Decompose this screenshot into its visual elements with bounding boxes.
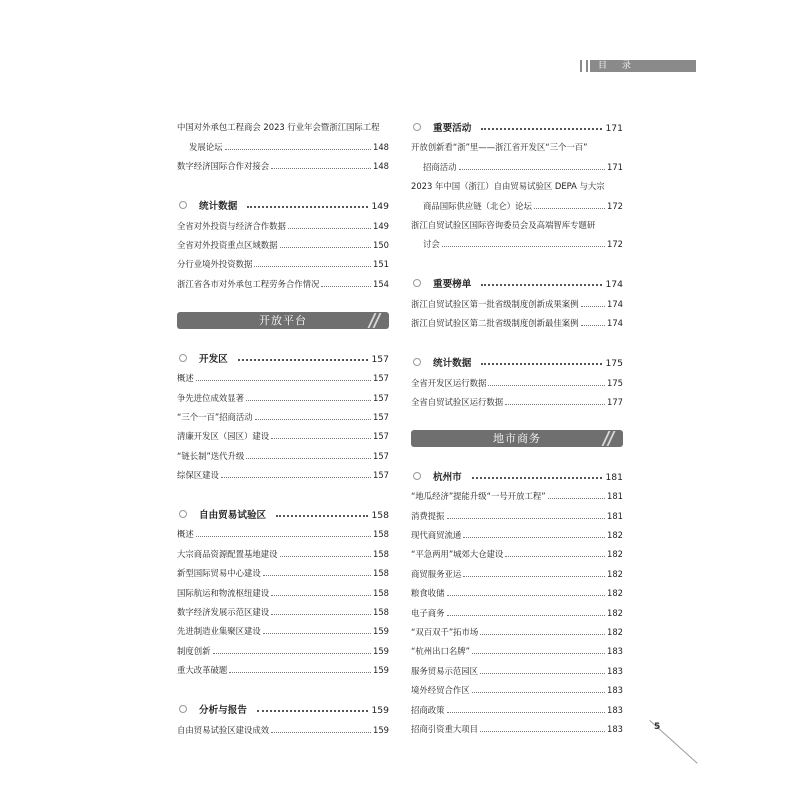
toc-entry[interactable] [411, 619, 623, 638]
dot-leader [213, 653, 372, 654]
entry-title: 数字经济发展示范区建设 [177, 607, 270, 618]
toc-entry[interactable] [411, 560, 623, 579]
entry-title: 先进制造业集聚区建设 [177, 626, 261, 637]
dot-leader [581, 325, 606, 326]
dot-leader [257, 710, 368, 712]
toc-entry[interactable] [177, 114, 389, 133]
entry-title: 全省自贸试验区运行数据 [411, 396, 504, 407]
toc-entry[interactable] [411, 541, 623, 560]
section-page: 171 [605, 123, 623, 134]
entry-page: 158 [373, 529, 389, 540]
toc-right-column [411, 114, 623, 735]
entry-page: 182 [607, 588, 623, 599]
dot-leader [225, 149, 372, 150]
section-heading-events[interactable] [411, 114, 623, 134]
dot-leader [254, 266, 371, 267]
entry-page: 172 [607, 200, 623, 211]
entry-page: 174 [607, 318, 623, 329]
entry-page: 181 [607, 510, 623, 521]
section-heading-devzone[interactable] [177, 339, 389, 365]
double-slash-icon [603, 430, 615, 447]
part-banner-city-commerce[interactable] [411, 430, 623, 447]
section-title: 分析与报告 [199, 705, 247, 717]
dot-leader [271, 438, 371, 439]
page-number: 5 [654, 722, 661, 732]
dot-leader [480, 731, 605, 732]
entry-title: 全省开发区运行数据 [411, 377, 487, 388]
entry-title: 发展论坛 [189, 141, 223, 152]
entry-page: 157 [373, 373, 389, 384]
toc-entry[interactable] [411, 716, 623, 735]
toc-entry[interactable] [411, 580, 623, 599]
dot-leader [271, 614, 371, 615]
toc-entry[interactable] [411, 310, 623, 329]
entry-title: 招商政策 [411, 704, 445, 715]
dot-leader [263, 633, 371, 634]
section-title: 统计数据 [433, 358, 472, 370]
entry-page: 158 [373, 587, 389, 598]
entry-title: 清廉开发区（园区）建设 [177, 431, 270, 442]
dot-leader [271, 168, 371, 169]
entry-title: 消费提振 [411, 510, 445, 521]
toc-entry[interactable] [411, 389, 623, 408]
toc-entry[interactable] [177, 404, 389, 423]
dot-leader [481, 128, 602, 130]
entry-page: 183 [607, 685, 623, 696]
toc-header-title: 目 录 [598, 61, 637, 71]
dot-leader [246, 458, 371, 459]
section-page: 159 [371, 705, 389, 717]
entry-page: 182 [607, 627, 623, 638]
dot-leader [447, 615, 606, 616]
section-page: 181 [605, 471, 623, 483]
entry-page: 171 [607, 161, 623, 172]
entry-title: 自由贸易试验区建设成效 [177, 724, 270, 735]
banner-title: 地市商务 [493, 431, 541, 445]
entry-title: “杭州出口名牌” [411, 646, 470, 657]
toc-entry[interactable] [177, 153, 389, 172]
dot-leader [463, 537, 605, 538]
toc-entry[interactable] [411, 192, 623, 211]
dot-leader [288, 228, 371, 229]
dot-leader [247, 206, 368, 208]
dot-leader [280, 247, 372, 248]
dot-leader [481, 284, 602, 286]
toc-entry[interactable] [411, 502, 623, 521]
section-page: 174 [605, 279, 623, 291]
entry-title: 商贸服务亚运 [411, 568, 462, 579]
section-title: 重要活动 [433, 123, 472, 134]
toc-entry[interactable] [177, 442, 389, 461]
entry-page: 159 [373, 626, 389, 637]
toc-entry[interactable] [177, 657, 389, 676]
section-heading-stats[interactable] [177, 186, 389, 212]
toc-entry[interactable] [411, 231, 623, 250]
section-title: 重要榜单 [433, 279, 472, 291]
dot-leader [488, 385, 605, 386]
dot-leader [534, 208, 605, 209]
entry-title: “链长制”迭代升级 [177, 450, 245, 461]
toc-entry[interactable] [177, 521, 389, 540]
dot-leader [505, 556, 605, 557]
toc-entry[interactable] [177, 232, 389, 251]
dot-leader [271, 595, 371, 596]
entry-page: 183 [607, 723, 623, 734]
dot-leader [481, 363, 602, 365]
toc-entry[interactable] [177, 270, 389, 289]
section-heading-lists[interactable] [411, 264, 623, 290]
entry-title: 大宗商品资源配置基地建设 [177, 548, 278, 559]
entry-page: 174 [607, 298, 623, 309]
entry-title: 制度创新 [177, 645, 211, 656]
section-page: 157 [371, 353, 389, 365]
dot-leader [442, 246, 605, 247]
dot-leader [255, 419, 371, 420]
entry-title: 中国对外承包工程商会 2023 行业年会暨浙江国际工程 [177, 122, 380, 133]
circle-bullet-icon [179, 705, 187, 713]
section-heading-stats2[interactable] [411, 343, 623, 369]
entry-title: “双百双千”拓市场 [411, 627, 479, 638]
toc-left-column [177, 114, 389, 736]
entry-title: 争先进位成效显著 [177, 392, 244, 403]
entry-page: 182 [607, 568, 623, 579]
section-title: 统计数据 [199, 201, 238, 213]
entry-page: 159 [373, 665, 389, 676]
circle-bullet-icon [179, 354, 187, 362]
dot-leader [238, 359, 369, 361]
toc-entry[interactable] [177, 637, 389, 656]
toc-entry[interactable] [177, 599, 389, 618]
toc-entry[interactable] [411, 599, 623, 618]
dot-leader [463, 576, 605, 577]
section-page: 158 [371, 510, 389, 522]
toc-header-bar [590, 60, 696, 72]
entry-title: 浙江自贸试验区第一批省级制度创新成果案例 [411, 298, 579, 309]
dot-leader [459, 169, 606, 170]
dot-leader [229, 672, 371, 673]
toc-entry[interactable] [411, 173, 623, 192]
circle-bullet-icon [179, 510, 187, 518]
entry-title: 概述 [177, 373, 194, 384]
entry-page: 177 [607, 396, 623, 407]
section-heading-ftz[interactable] [177, 495, 389, 521]
toc-entry[interactable] [177, 251, 389, 270]
entry-title: 商品国际供应链（北仑）论坛 [423, 200, 532, 211]
toc-entry[interactable] [411, 369, 623, 388]
toc-entry[interactable] [411, 522, 623, 541]
toc-entry[interactable] [177, 560, 389, 579]
entry-page: 158 [373, 548, 389, 559]
entry-title: 粮食收储 [411, 588, 445, 599]
entry-page: 183 [607, 704, 623, 715]
toc-entry[interactable] [411, 696, 623, 715]
toc-entry[interactable] [177, 618, 389, 637]
entry-title: “平急两用”城郊大仓建设 [411, 549, 504, 560]
entry-title: 服务贸易示范园区 [411, 665, 478, 676]
banner-title: 开放平台 [259, 313, 307, 327]
entry-title: 国际航运和物流枢纽建设 [177, 587, 270, 598]
toc-entry[interactable] [411, 153, 623, 172]
entry-title: 概述 [177, 529, 194, 540]
toc-entry[interactable] [411, 657, 623, 676]
toc-entry[interactable] [177, 462, 389, 481]
entry-page: 157 [373, 470, 389, 481]
toc-entry[interactable] [177, 716, 389, 735]
entry-page: 172 [607, 239, 623, 250]
section-heading-hangzhou[interactable] [411, 457, 623, 483]
dot-leader [280, 556, 372, 557]
entry-title: 综保区建设 [177, 470, 219, 481]
entry-page: 158 [373, 568, 389, 579]
intro-entries [177, 114, 389, 172]
entry-title: 浙江省各市对外承包工程劳务合作情况 [177, 278, 320, 289]
dot-leader [581, 306, 606, 307]
entry-title: 电子商务 [411, 607, 445, 618]
double-slash-icon [369, 312, 381, 329]
section-title: 开发区 [199, 353, 228, 365]
dot-leader [480, 634, 605, 635]
toc-entry[interactable] [177, 365, 389, 384]
toc-entry[interactable] [177, 384, 389, 403]
entry-page: 149 [373, 220, 389, 231]
circle-bullet-icon [179, 201, 187, 209]
entry-page: 159 [373, 645, 389, 656]
entry-title: 招商引资重大项目 [411, 723, 478, 734]
dot-leader [505, 404, 605, 405]
entry-page: 150 [373, 239, 389, 250]
entry-page: 182 [607, 549, 623, 560]
toc-entry[interactable] [177, 423, 389, 442]
dot-leader [548, 498, 605, 499]
dot-leader [472, 653, 605, 654]
section-page: 149 [371, 201, 389, 213]
dot-leader [480, 673, 605, 674]
entry-page: 175 [607, 377, 623, 388]
entry-title: 开放创新看“浙”里——浙江省开发区“三个一百” [411, 142, 588, 153]
toc-entry[interactable] [411, 290, 623, 309]
entry-page: 181 [607, 491, 623, 502]
dot-leader [196, 536, 371, 537]
entry-page: 154 [373, 278, 389, 289]
entry-page: 159 [373, 724, 389, 735]
circle-bullet-icon [413, 358, 421, 366]
entry-title: 2023 年中国（浙江）自由贸易试验区 DEPA 与大宗 [411, 181, 605, 192]
part-banner-open-platform[interactable] [177, 312, 389, 329]
entry-page: 183 [607, 646, 623, 657]
entry-title: 浙江自贸试验区国际咨询委员会及高端智库专题研 [411, 219, 596, 230]
dot-leader [221, 477, 371, 478]
toc-entry[interactable] [411, 134, 623, 153]
entry-title: 重大改革破题 [177, 665, 228, 676]
entry-title: “三个一百”招商活动 [177, 411, 253, 422]
toc-entry[interactable] [411, 638, 623, 657]
entry-page: 182 [607, 607, 623, 618]
entry-title: 境外经贸合作区 [411, 685, 470, 696]
section-page: 175 [605, 358, 623, 370]
toc-entry[interactable] [177, 540, 389, 559]
toc-entry[interactable] [177, 212, 389, 231]
circle-bullet-icon [413, 123, 421, 131]
toc-entry[interactable] [411, 677, 623, 696]
section-heading-analysis[interactable] [177, 690, 389, 716]
circle-bullet-icon [413, 472, 421, 480]
toc-entry[interactable] [411, 483, 623, 502]
entry-page: 157 [373, 392, 389, 403]
dot-leader [263, 575, 371, 576]
entry-title: 数字经济国际合作对接会 [177, 161, 270, 172]
entry-page: 157 [373, 431, 389, 442]
entry-page: 148 [373, 141, 389, 152]
entry-title: 现代商贸流通 [411, 530, 462, 541]
dot-leader [472, 692, 605, 693]
header-bar-ticks [580, 60, 588, 72]
entry-title: 全省对外投资重点区域数据 [177, 239, 278, 250]
dot-leader [447, 595, 606, 596]
entry-page: 157 [373, 411, 389, 422]
section-title: 自由贸易试验区 [199, 510, 267, 522]
entry-page: 183 [607, 665, 623, 676]
dot-leader [447, 518, 606, 519]
dot-leader [196, 380, 371, 381]
entry-title: 分行业境外投资数据 [177, 259, 253, 270]
toc-entry[interactable] [177, 133, 389, 152]
circle-bullet-icon [413, 279, 421, 287]
entry-title: 全省对外投资与经济合作数据 [177, 220, 286, 231]
dot-leader [246, 400, 371, 401]
entry-page: 148 [373, 161, 389, 172]
entry-page: 151 [373, 259, 389, 270]
dot-leader [321, 286, 371, 287]
dot-leader [276, 515, 368, 517]
toc-entry[interactable] [411, 212, 623, 231]
dot-leader [472, 477, 603, 479]
dot-leader [271, 732, 371, 733]
entry-page: 157 [373, 450, 389, 461]
entry-title: 讨会 [423, 239, 440, 250]
dot-leader [447, 712, 606, 713]
entry-title: 招商活动 [423, 161, 457, 172]
section-title: 杭州市 [433, 471, 462, 483]
entry-title: 浙江自贸试验区第二批省级制度创新最佳案例 [411, 318, 579, 329]
entry-title: 新型国际贸易中心建设 [177, 568, 261, 579]
entry-page: 182 [607, 530, 623, 541]
entry-page: 158 [373, 607, 389, 618]
toc-entry[interactable] [177, 579, 389, 598]
entry-title: “地瓜经济”提能升级“一号开放工程” [411, 491, 546, 502]
